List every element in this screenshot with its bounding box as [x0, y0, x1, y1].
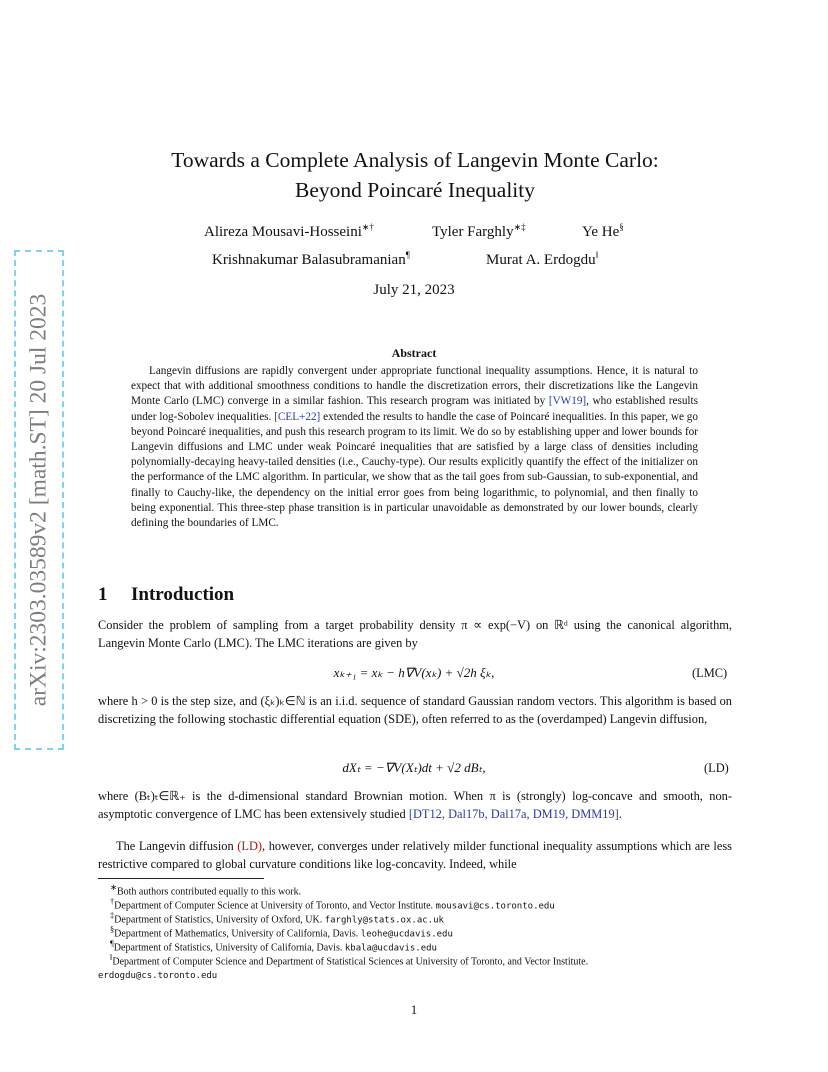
- intro-paragraph-4: [98, 838, 732, 873]
- footnote-6: [98, 951, 738, 983]
- author-marks: ¶: [405, 250, 410, 260]
- author-4: [212, 250, 410, 269]
- author-name: Murat A. Erdogdu: [486, 252, 596, 268]
- paragraph-text: where (Bₜ)ₜ∈ℝ₊ is the d-dimensional standard Brownian motion. When π is (strongly) log-concave and smooth, non-asymptotic convergence of LMC has been extensively studied: [98, 789, 732, 821]
- footnote-rule: [98, 878, 264, 879]
- author-name: Krishnakumar Balasubramanian: [212, 252, 406, 268]
- footnote-mark: ¶: [110, 939, 114, 948]
- footnote-mark: ∗: [110, 883, 117, 892]
- citation-link[interactable]: [VW19]: [548, 395, 587, 408]
- footnote-text: Department of Mathematics, University of California, Davis.: [114, 928, 361, 940]
- author-marks: ‖: [595, 250, 599, 260]
- intro-paragraph-3: [98, 788, 732, 823]
- footnote-email[interactable]: kbala@ucdavis.edu: [344, 943, 437, 954]
- abstract-text-2: , who established results under log-Sobolev inequalities.: [131, 395, 698, 423]
- footnote-text: Both authors contributed equally to this work.: [116, 886, 302, 898]
- equation-ld: dXₜ = −∇V(Xₜ)dt + √2 dBₜ,: [342, 760, 486, 775]
- footnote-email[interactable]: leohe@ucdavis.edu: [360, 929, 453, 940]
- author-5: [486, 250, 598, 269]
- author-name: Ye He: [582, 224, 620, 240]
- paragraph-text: The Langevin diffusion: [116, 839, 238, 853]
- equation-lmc: xₖ₊₁ = xₖ − h∇V(xₖ) + √2h ξₖ,: [333, 665, 495, 680]
- citation-link[interactable]: [CEL+22]: [274, 410, 321, 423]
- author-marks: ∗†: [361, 222, 374, 232]
- equation-tag-ld: (LD): [704, 761, 729, 775]
- title-line-2: Beyond Poincaré Inequality: [294, 178, 536, 202]
- author-1: [204, 222, 374, 241]
- footnote-email[interactable]: farghly@stats.ox.ac.uk: [324, 915, 444, 926]
- footnote-text: Department of Computer Science at University of Toronto, and Vector Institute.: [114, 900, 436, 912]
- abstract-body: [131, 364, 698, 531]
- equation-reference-link[interactable]: (LD): [237, 839, 263, 853]
- footnote-text: Department of Statistics, University of California, Davis.: [113, 942, 345, 954]
- paper-date: July 21, 2023: [373, 282, 455, 298]
- footnote-mark: ‖: [110, 953, 113, 962]
- section-number: 1: [98, 584, 108, 605]
- title-line-1: Towards a Complete Analysis of Langevin Monte Carlo:: [171, 148, 659, 172]
- abstract-text-3: extended the results to handle the case of Poincaré inequalities. In this paper, we go beyond Poincaré inequalities, and push this research program to its limit. We do so by establishing upper and lower bounds for Langevin diffusions and LMC under weak Poincaré inequalities that are satisfied by a large class of densities including polynomially-decaying heavy-tailed densities (i.e., Cauchy-type). Our results explicitly quantify the effect of the initializer on the performance of the LMC algorithm. In particular, we show that as the tail goes from sub-Gaussian, to sub-exponential, and finally to Cauchy-like, the dependency on the initial error goes from being logarithmic, to polynomial, and then finally to being exponential. This three-step phase transition is in particular unavoidable as demonstrated by our lower bounds, clearly defining the boundaries of LMC.: [131, 410, 698, 530]
- author-2: [432, 222, 526, 241]
- author-name: Alireza Mousavi-Hosseini: [204, 224, 362, 240]
- author-marks: §: [619, 222, 624, 232]
- arxiv-stamp[interactable]: arXiv:2303.03589v2 [math.ST] 20 Jul 2023: [25, 293, 52, 707]
- footnote-text: Department of Computer Science and Department of Statistical Sciences at University of Toronto, and Vector Institute.: [112, 956, 589, 968]
- section-title: Introduction: [131, 584, 235, 605]
- equation-tag-lmc: (LMC): [692, 666, 728, 680]
- footnote-mark: §: [110, 925, 115, 934]
- footnote-email[interactable]: erdogdu@cs.toronto.edu: [98, 971, 218, 982]
- paragraph-text: .: [618, 806, 622, 821]
- abstract-heading: Abstract: [391, 346, 437, 360]
- paper-title: [90, 145, 740, 205]
- footnote-text: Department of Statistics, University of Oxford, UK.: [114, 914, 325, 926]
- footnote-mark: ‡: [110, 911, 115, 920]
- author-3: [582, 222, 624, 241]
- author-name: Tyler Farghly: [432, 224, 514, 240]
- author-marks: ∗‡: [513, 222, 526, 232]
- abstract-text-1: Langevin diffusions are rapidly convergent under appropriate functional inequality assumptions. Hence, it is natural to expect that with additional smoothness conditions to handle the discretization errors, their discretizations like the Langevin Monte Carlo (LMC) converge in a similar fashion. This research program was initiated by: [131, 365, 698, 408]
- intro-paragraph-1: Consider the problem of sampling from a target probability density π ∝ exp(−V) on ℝᵈ using the canonical algorithm, Langevin Monte Carlo (LMC). The LMC iterations are given by: [98, 618, 732, 650]
- footnote-email[interactable]: mousavi@cs.toronto.edu: [435, 901, 555, 912]
- intro-paragraph-2: where h > 0 is the step size, and (ξₖ)ₖ∈ℕ is an i.i.d. sequence of standard Gaussian random vectors. This algorithm is based on discretizing the following stochastic differential equation (SDE), often referred to as the (overdamped) Langevin diffusion,: [98, 694, 732, 726]
- paragraph-text: , however, converges under relatively milder functional inequality assumptions which are less restrictive compared to global curvature conditions like log-concavity. Indeed, while: [98, 839, 732, 871]
- footnote-mark: †: [110, 897, 115, 906]
- citation-link[interactable]: [DT12, Dal17b, Dal17a, DM19, DMM19]: [408, 806, 619, 821]
- page-number: 1: [410, 1003, 418, 1017]
